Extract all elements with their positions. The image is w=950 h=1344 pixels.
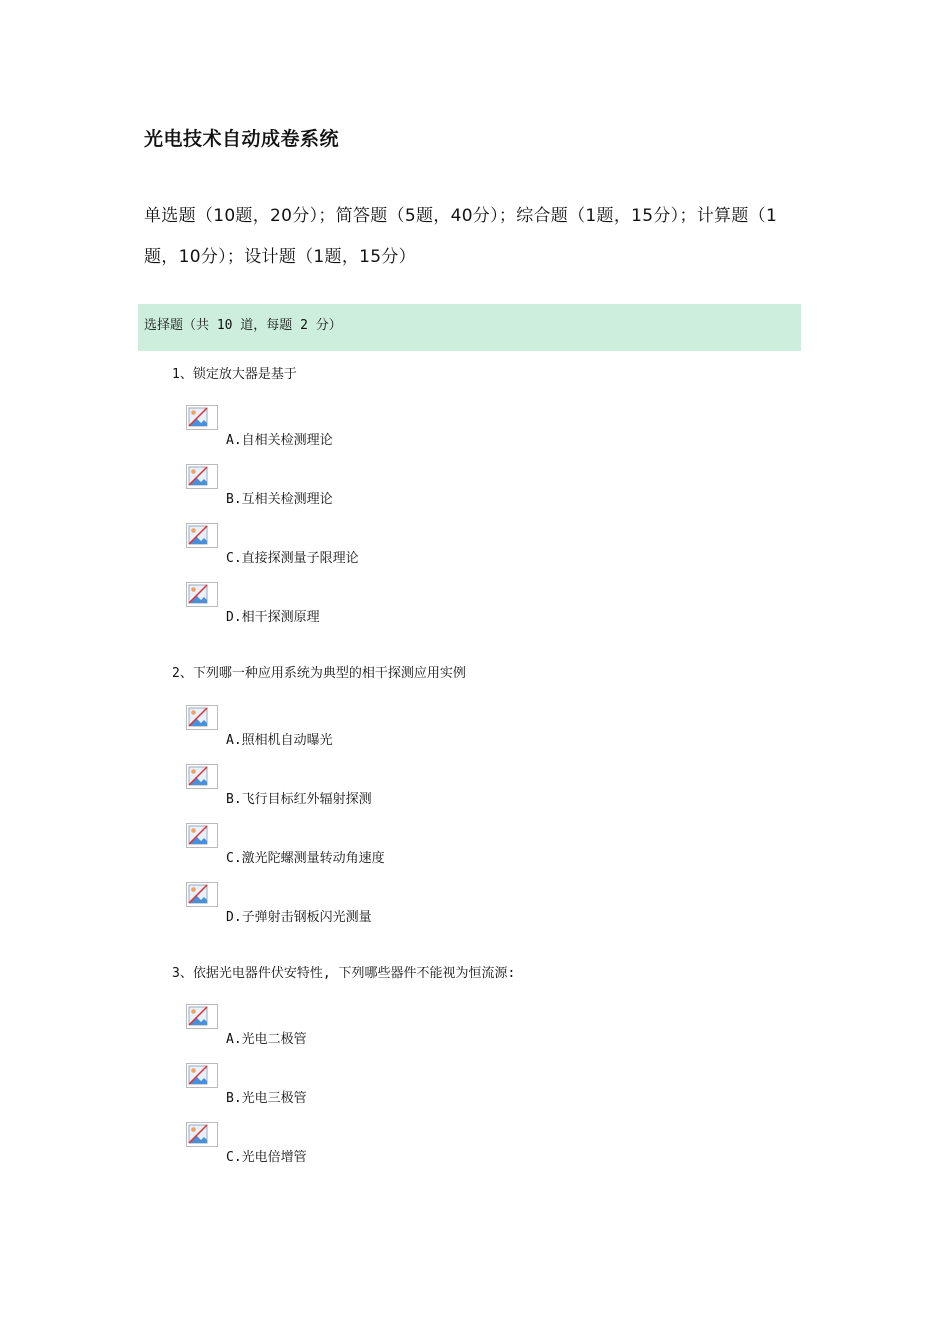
option-text: B.互相关检测理论 <box>226 492 333 507</box>
broken-image-icon[interactable] <box>186 764 218 789</box>
question-1: 1、锁定放大器是基于 <box>172 367 297 382</box>
section-title: 选择题（共 10 道，每题 2 分） <box>144 318 342 333</box>
broken-image-icon[interactable] <box>186 523 218 548</box>
broken-image-icon[interactable] <box>186 1004 218 1029</box>
exam-summary: 单选题（10题，20分）；简答题（5题，40分）；综合题（1题，15分）；计算题（1题，10分）；设计题（1题，15分） <box>144 206 778 267</box>
broken-image-icon[interactable] <box>186 1122 218 1147</box>
option-text: A.自相关检测理论 <box>226 433 333 448</box>
option-text: D.子弹射击钢板闪光测量 <box>226 910 372 925</box>
option-text: C.激光陀螺测量转动角速度 <box>226 851 385 866</box>
broken-image-icon[interactable] <box>186 1063 218 1088</box>
question-3: 3、依据光电器件伏安特性, 下列哪些器件不能视为恒流源: <box>172 966 516 981</box>
option-text: A.照相机自动曝光 <box>226 733 333 748</box>
page-title: 光电技术自动成卷系统 <box>144 128 340 150</box>
option-text: C.光电倍增管 <box>226 1150 307 1165</box>
option-text: A.光电二极管 <box>226 1032 307 1047</box>
question-2: 2、下列哪一种应用系统为典型的相干探测应用实例 <box>172 666 466 681</box>
option-text: B.飞行目标红外辐射探测 <box>226 792 372 807</box>
broken-image-icon[interactable] <box>186 464 218 489</box>
broken-image-icon[interactable] <box>186 882 218 907</box>
broken-image-icon[interactable] <box>186 823 218 848</box>
option-text: D.相干探测原理 <box>226 610 320 625</box>
broken-image-icon[interactable] <box>186 582 218 607</box>
broken-image-icon[interactable] <box>186 405 218 430</box>
option-text: C.直接探测量子限理论 <box>226 551 359 566</box>
broken-image-icon[interactable] <box>186 705 218 730</box>
option-text: B.光电三极管 <box>226 1091 307 1106</box>
